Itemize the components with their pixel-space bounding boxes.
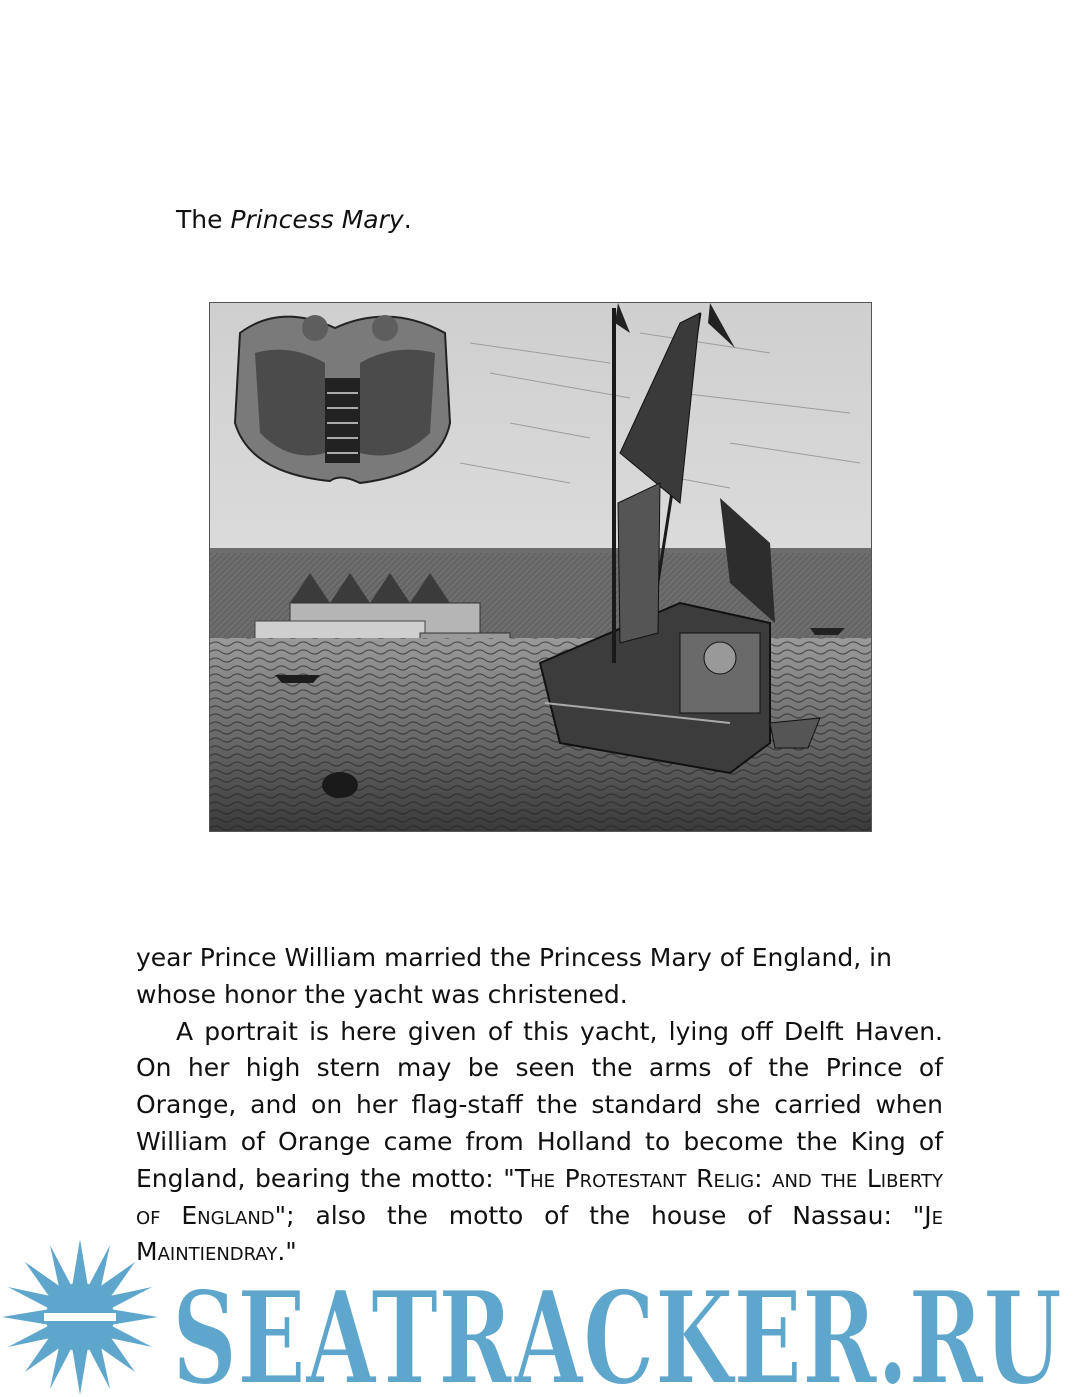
watermark-graphic <box>0 1238 1080 1397</box>
caption-prefix: The <box>176 205 231 234</box>
motto-protestant: The Protestant Relig: and the Liberty of England <box>136 1163 944 1230</box>
paragraph-continuation: year Prince William married the Princess Mary of England, in whose honor the yacht was christened. <box>136 943 892 1009</box>
ship-engraving <box>209 302 872 832</box>
ship-engraving-drawing <box>210 303 871 831</box>
body-text <box>136 940 943 1271</box>
sun-icon <box>2 1239 158 1395</box>
paragraph-portrait-part2: "; also the motto of the house of Nassau: " <box>274 1200 925 1230</box>
coat-of-arms <box>235 315 450 483</box>
watermark-text: SEATRACKER.RU <box>172 1264 1062 1397</box>
paragraph-portrait-part3: ." <box>277 1237 297 1267</box>
caption-ship-name: Princess Mary <box>230 205 404 234</box>
watermark <box>0 1238 1080 1397</box>
paragraph-portrait-part1: A portrait is here given of this yacht, lying off Delft Haven. On her high stern may be seen the arms of the Prince of Orange, and on her flag-staff the standard she carried when William of Orange came from Holland to become the King of England, bearing the motto: " <box>136 1016 943 1193</box>
motto-nassau: Je Maintiendray <box>136 1200 943 1267</box>
caption-suffix: . <box>403 205 412 234</box>
figure-caption <box>176 203 412 237</box>
paragraph-portrait <box>136 1014 943 1272</box>
